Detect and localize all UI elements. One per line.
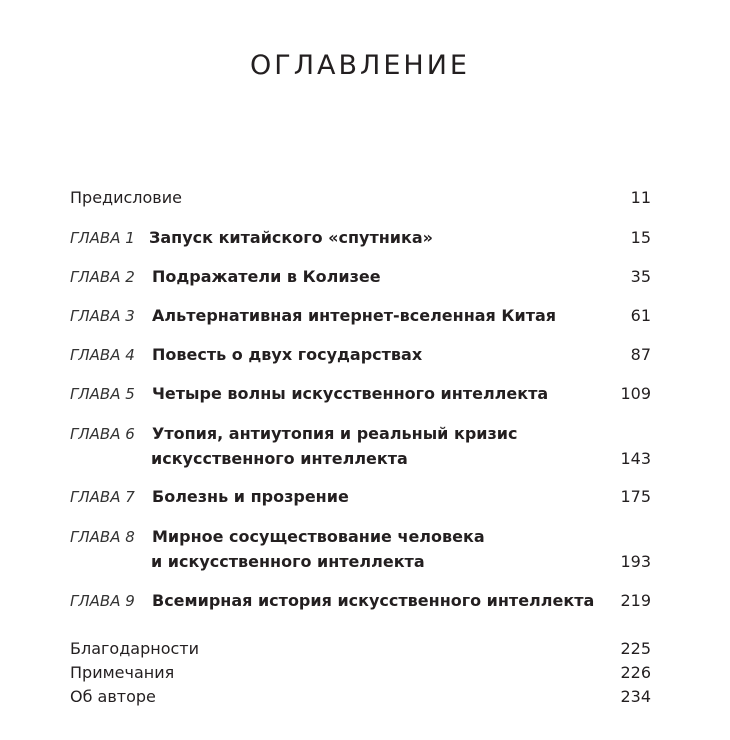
chapter-title: Болезнь и прозрение [152, 487, 349, 506]
chapter-title: Мирное сосуществование человека [152, 527, 485, 546]
chapter-label: ГЛАВА 8 [70, 528, 135, 546]
entry-page: 11 [630, 188, 651, 207]
chapter-label: ГЛАВА 3 [70, 307, 135, 325]
chapter-page: 35 [630, 267, 651, 286]
entry-page: 234 [620, 687, 651, 706]
chapter-label: ГЛАВА 7 [70, 488, 135, 506]
page-title: ОГЛАВЛЕНИЕ [250, 50, 470, 81]
chapter-label: ГЛАВА 1 [70, 229, 135, 247]
chapter-page: 175 [620, 487, 651, 506]
chapter-label: ГЛАВА 4 [70, 346, 135, 364]
chapter-title: Всемирная история искусственного интеллекта [152, 591, 595, 610]
chapter-page: 15 [630, 228, 651, 247]
chapter-page: 87 [630, 345, 651, 364]
chapter-label: ГЛАВА 6 [70, 425, 135, 443]
entry-title: Об авторе [70, 687, 156, 706]
chapter-page: 219 [620, 591, 651, 610]
chapter-title-line2: искусственного интеллекта [151, 449, 408, 468]
chapter-title: Альтернативная интернет-вселенная Китая [152, 306, 557, 325]
entry-page: 225 [620, 639, 651, 658]
entry-title: Благодарности [70, 639, 199, 658]
chapter-title: Подражатели в Колизее [152, 267, 381, 286]
entry-title: Предисловие [70, 188, 182, 207]
chapter-page: 109 [620, 384, 651, 403]
chapter-title-line2: и искусственного интеллекта [151, 552, 425, 571]
chapter-page: 143 [620, 449, 651, 468]
chapter-title: Повесть о двух государствах [152, 345, 423, 364]
chapter-label: ГЛАВА 5 [70, 385, 135, 403]
chapter-title: Четыре волны искусственного интеллекта [152, 384, 549, 403]
chapter-title: Утопия, антиутопия и реальный кризис [152, 424, 518, 443]
chapter-page: 193 [620, 552, 651, 571]
entry-title: Примечания [70, 663, 175, 682]
chapter-page: 61 [630, 306, 651, 325]
chapter-label: ГЛАВА 9 [70, 592, 135, 610]
chapter-label: ГЛАВА 2 [70, 268, 135, 286]
entry-page: 226 [620, 663, 651, 682]
chapter-title: Запуск китайского «спутника» [149, 228, 434, 247]
